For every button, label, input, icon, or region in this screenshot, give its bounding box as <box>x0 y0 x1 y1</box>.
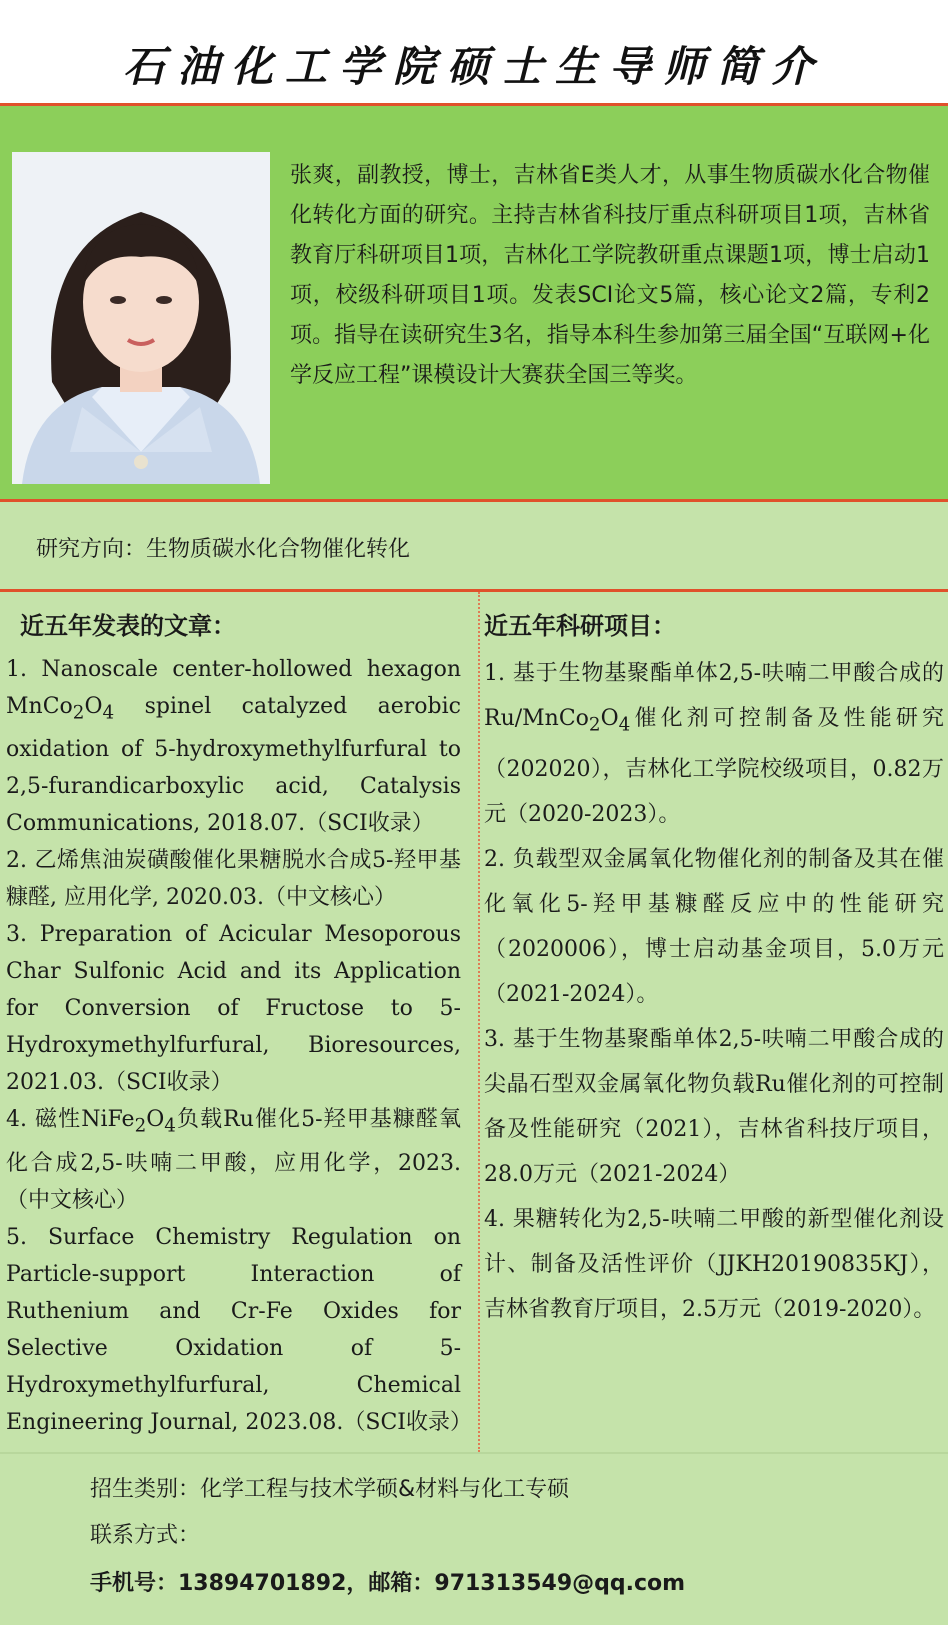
project-item-4: 4. 果糖转化为2,5-呋喃二甲酸的新型催化剂设计、制备及活性评价（JJKH20190835KJ），吉林省教育厅项目，2.5万元（2019-2020）。 <box>484 1207 944 1323</box>
projects-column <box>484 592 944 1332</box>
footer-section <box>0 1452 948 1625</box>
column-divider <box>478 592 480 1452</box>
articles-heading: 近五年发表的文章： <box>20 612 236 640</box>
project-item-2: 2. 负载型双金属氧化物催化剂的制备及其在催化氧化5-羟甲基糠醛反应中的性能研究（2020006），博士启动基金项目，5.0万元（2021-2024）。 <box>484 847 944 1008</box>
projects-heading: 近五年科研项目： <box>484 612 676 640</box>
article-item-3: 3. Preparation of Acicular Mesoporous Char Sulfonic Acid and its Application for Conversion of Fructose to 5-Hydroxymethylfurfural, Bioresources, 2021.03.（SCI收录） <box>6 922 461 1096</box>
research-direction-band <box>0 502 948 592</box>
project-item-1: 1. 基于生物基聚酯单体2,5-呋喃二甲酸合成的$Ru/MnCo_2O_4$催化剂可控制备及性能研究（202020），吉林化工学院校级项目，0.82万元（2020-2023）。 <box>484 661 944 828</box>
contact-info: 手机号：13894701892，邮箱：971313549@qq.com <box>90 1571 686 1596</box>
research-direction: 研究方向：生物质碳水化合物催化转化 <box>36 537 411 562</box>
two-column-section <box>0 592 948 1452</box>
article-item-2: 2. 乙烯焦油炭磺酸催化果糖脱水合成5-羟甲基糠醛, 应用化学, 2020.03.（中文核心） <box>6 848 461 911</box>
article-item-5: 5. Surface Chemistry Regulation on Particle-support Interaction of Ruthenium and Cr-Fe Oxides for Selective Oxidation of 5-Hydroxymethylfurfural, Chemical Engineering Journal, 2023.08.（SCI收录） <box>6 1224 472 1435</box>
portrait-photo <box>12 152 270 484</box>
profile-section <box>0 106 948 502</box>
articles-column <box>6 592 472 1441</box>
bio-text: 张爽，副教授，博士，吉林省E类人才，从事生物质碳水化合物催化转化方面的研究。主持吉林省科技厅重点科研项目1项，吉林省教育厅科研项目1项，吉林化工学院教研重点课题1项，博士启动1项，校级科研项目1项。发表SCI论文5篇，核心论文2篇，专利2项。指导在读研究生3名，指导本科生参加第三届全国“互联网+化学反应工程”课模设计大赛获全国三等奖。 <box>290 163 930 388</box>
admission-type: 招生类别：化学工程与技术学硕&材料与化工专硕 <box>90 1477 570 1502</box>
project-item-3: 3. 基于生物基聚酯单体2,5-呋喃二甲酸合成的尖晶石型双金属氧化物负载Ru催化剂的可控制备及性能研究（2021），吉林省科技厅项目，28.0万元（2021-2024） <box>484 1027 944 1188</box>
page-title: 石油化工学院硕士生导师简介 <box>122 42 825 91</box>
header-band <box>0 0 948 106</box>
article-item-4: 4. 磁性$NiFe_2O_4$负载Ru催化5-羟甲基糠醛氧化合成2,5-呋喃二甲酸，应用化学，2023.（中文核心） <box>6 1107 461 1213</box>
portrait-icon <box>12 152 270 484</box>
article-item-1: 1. Nanoscale center-hollowed hexagon $MnCo_2O_4$ spinel catalyzed aerobic oxidation of 5-hydroxymethylfurfural to 2,5-furandicarboxylic acid, Catalysis Communications, 2018.07.（SCI收录） <box>6 657 461 837</box>
contact-label: 联系方式： <box>90 1523 201 1548</box>
